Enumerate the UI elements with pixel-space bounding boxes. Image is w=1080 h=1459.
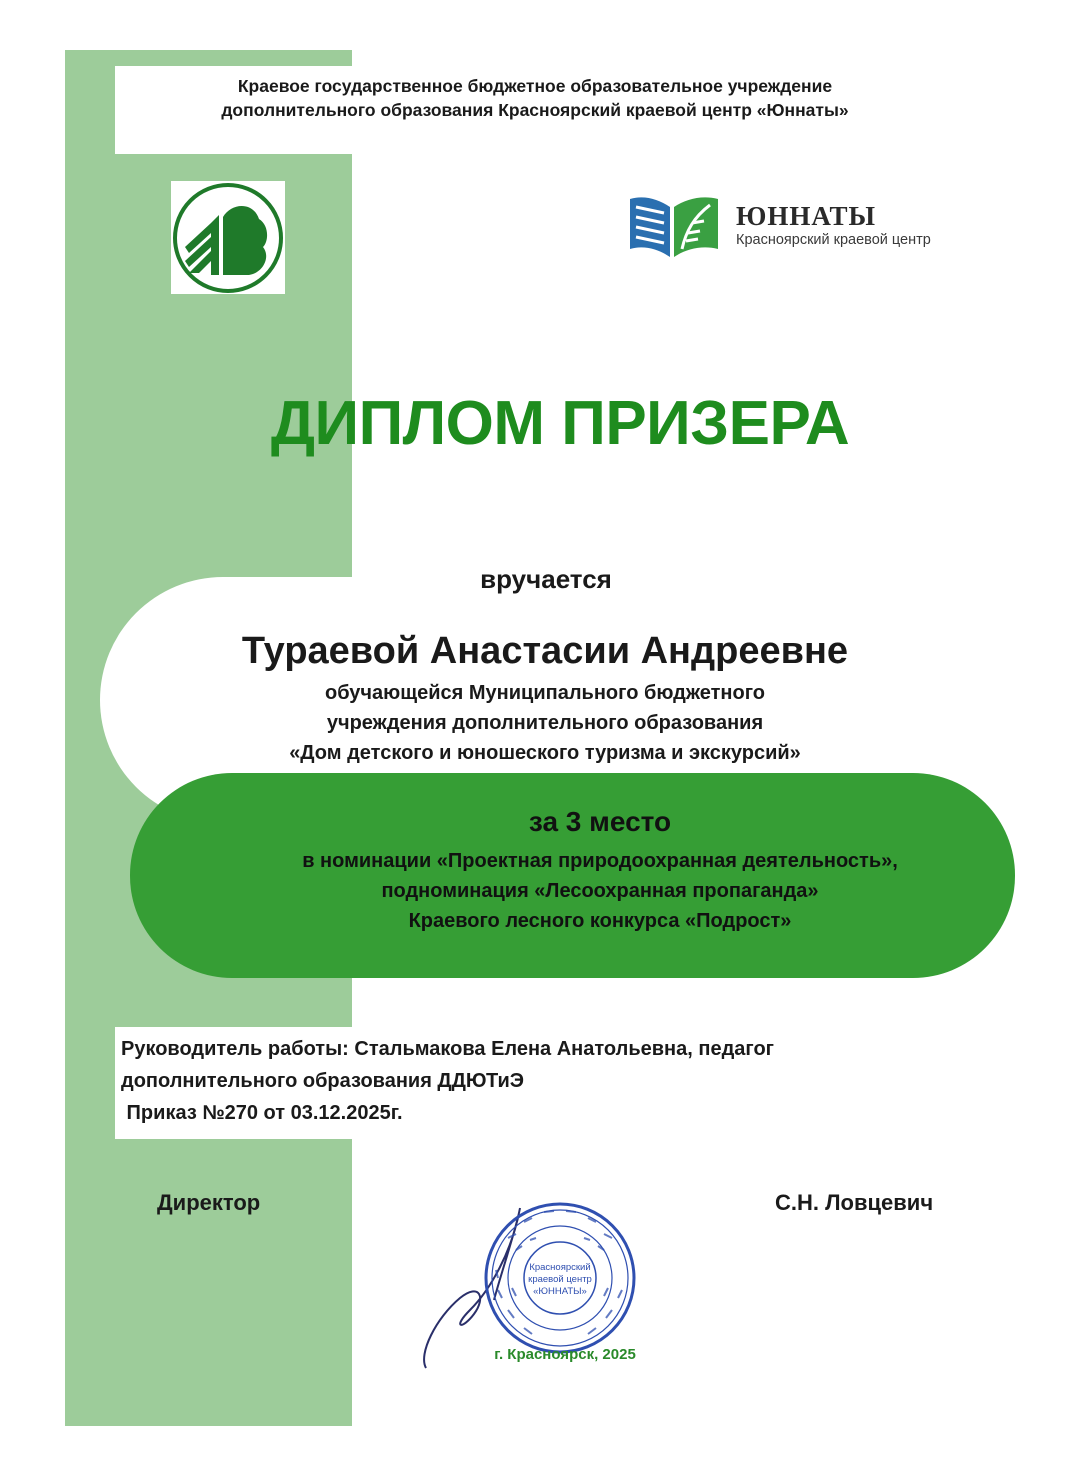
nomination-line: в номинации «Проектная природоохранная деятельность»,: [302, 850, 898, 872]
brand-subtitle: Красноярский краевой центр: [736, 232, 931, 248]
signature-icon: [424, 1208, 520, 1368]
order-number: Приказ №270 от 03.12.2025г.: [121, 1102, 403, 1124]
header-line-2: дополнительного образования Красноярский краевой центр «Юннаты»: [221, 100, 849, 120]
recipient-institution: [200, 678, 890, 768]
nomination-line: подноминация «Лесоохранная пропаганда»: [381, 880, 819, 902]
institution-line: учреждения дополнительного образования: [326, 712, 764, 734]
yunnaty-logo: [626, 193, 966, 261]
svg-text:Красноярский: Красноярский: [529, 1262, 591, 1273]
awarded-label: вручается: [480, 564, 612, 594]
book-leaf-icon: [626, 193, 722, 261]
city-year: г. Красноярск, 2025: [494, 1346, 636, 1363]
supervisor-line-2: дополнительного образования ДДЮТиЭ: [121, 1070, 525, 1092]
director-name: С.Н. Ловцевич: [775, 1190, 934, 1215]
director-role: Директор: [157, 1190, 261, 1215]
svg-text:краевой центр: краевой центр: [528, 1274, 592, 1285]
supervisor-info: [121, 1033, 921, 1129]
brand-name: ЮННАТЫ: [736, 201, 877, 231]
supervisor-line-1: Руководитель работы: Стальмакова Елена Анатольевна, педагог: [121, 1038, 774, 1060]
header-organization: [115, 74, 955, 122]
header-line-1: Краевое государственное бюджетное образовательное учреждение: [237, 76, 833, 96]
institution-line: «Дом детского и юношеского туризма и экскурсий»: [289, 742, 801, 764]
diploma-title: ДИПЛОМ ПРИЗЕРА: [270, 389, 850, 458]
svg-text:«ЮННАТЫ»: «ЮННАТЫ»: [533, 1286, 587, 1297]
award-place: за 3 место: [528, 806, 672, 837]
nomination-line: Краевого лесного конкурса «Подрост»: [408, 910, 792, 932]
recipient-name: Тураевой Анастасии Андреевне: [241, 630, 849, 672]
institution-line: обучающейся Муниципального бюджетного: [325, 682, 765, 704]
forest-emblem-icon: [171, 181, 285, 294]
award-nomination: [200, 846, 1000, 936]
